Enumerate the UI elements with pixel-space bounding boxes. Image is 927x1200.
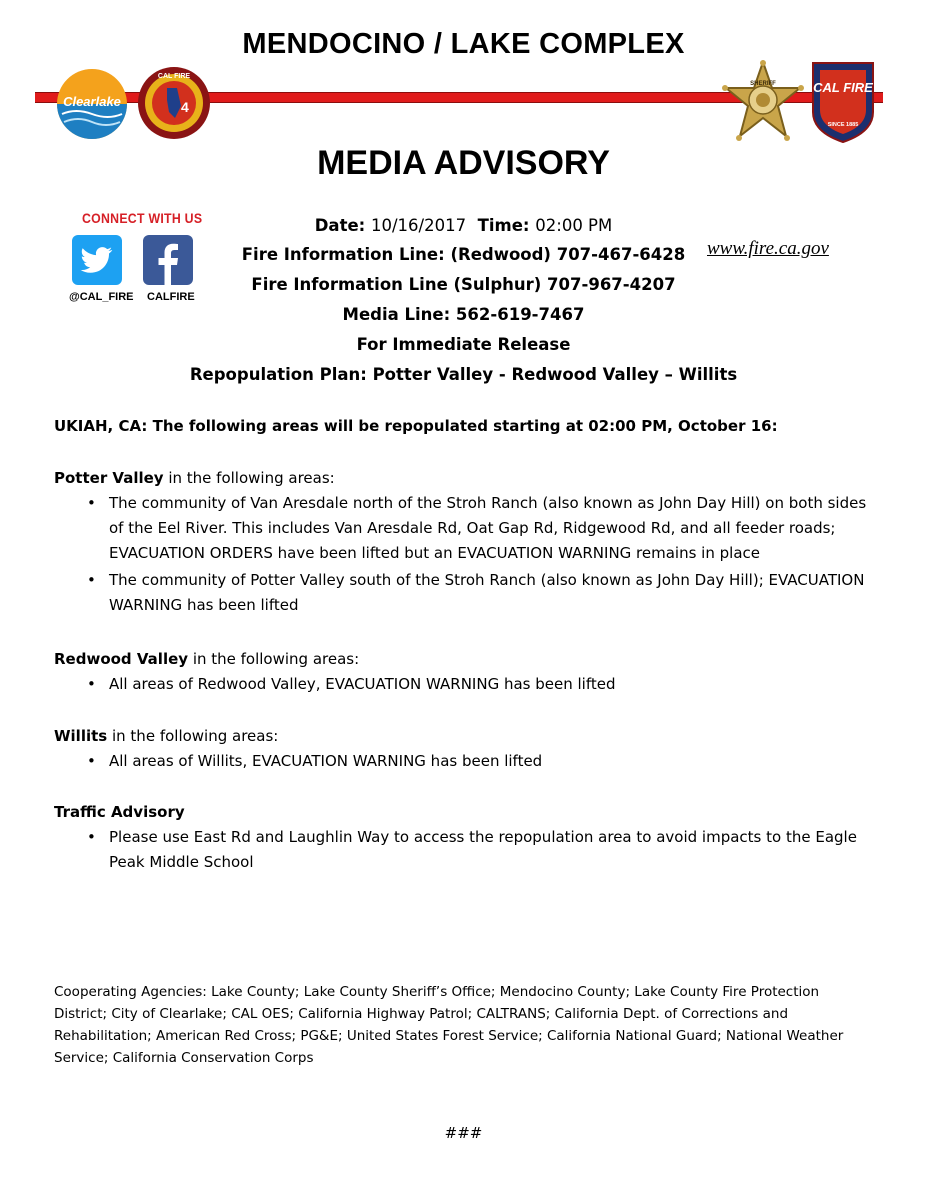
facebook-handle[interactable]: CALFIRE <box>147 291 195 303</box>
section-name: Willits <box>54 727 108 745</box>
lead-text: : The following areas will be repopulated starting at 02:00 PM, October 16: <box>141 417 778 435</box>
calfire-shield <box>810 60 876 144</box>
sheriff-badge <box>722 60 804 144</box>
redwood-valley-list <box>84 672 874 697</box>
fire-info-line-redwood: Fire Information Line: (Redwood) 707-467-6428 <box>241 245 686 264</box>
section-name: Redwood Valley <box>54 650 189 668</box>
fire-info-line-sulphur: Fire Information Line (Sulphur) 707-967-4207 <box>251 275 676 294</box>
section-suffix: in the following areas: <box>163 469 335 487</box>
bullet: • <box>87 571 96 589</box>
twitter-handle[interactable]: @CAL_FIRE <box>69 291 134 303</box>
section-suffix: in the following areas: <box>188 650 360 668</box>
sheriff-badge-text: SHERIFF <box>750 81 776 87</box>
clearlake-logo-text: Clearlake <box>63 94 121 109</box>
list-item-text: The community of Van Aresdale north of the Stroh Ranch (also known as John Day Hill) on both sides of the Eel River. This includes Van Aresdale Rd, Oat Gap Rd, Ridgewood Rd, and all feeder roads; EVACUATION ORDERS have been lifted but an EVACUATION WARNING remains in place <box>109 494 867 562</box>
list-item <box>84 825 874 875</box>
list-item <box>84 672 874 697</box>
cooperating-agencies: Cooperating Agencies: Lake County; Lake County Sheriff’s Office; Mendocino County; Lake County Fire Protection District; City of Clearlake; CAL OES; California Highway Patrol; CALTRANS; California Dept. of Corrections and Rehabilitation; American Red Cross; PG&E; United States Forest Service; California National Guard; National Weather Service; California Conservation Corps <box>54 984 844 1066</box>
list-item <box>84 749 874 774</box>
list-item <box>84 568 874 618</box>
section-traffic-advisory <box>54 800 185 825</box>
website-link[interactable]: www.fire.ca.gov <box>707 238 829 259</box>
lead-location: UKIAH, CA <box>54 417 142 435</box>
lead-paragraph <box>54 414 874 439</box>
time-label: Time: <box>477 216 530 235</box>
section-name: Potter Valley <box>54 469 164 487</box>
calfire-unit-text: CAL FIRE <box>157 73 191 80</box>
section-name: Traffic Advisory <box>54 803 185 821</box>
section-potter-valley <box>54 466 335 491</box>
release-line: For Immediate Release <box>356 335 571 354</box>
calfire-shield-text: CAL FIRE <box>813 80 873 95</box>
list-item-text: All areas of Redwood Valley, EVACUATION WARNING has been lifted <box>109 675 616 693</box>
section-redwood-valley <box>54 647 359 672</box>
svg-text:4: 4 <box>181 99 189 115</box>
date-label: Date: <box>314 216 366 235</box>
bullet: • <box>87 675 96 693</box>
list-item-text: Please use East Rd and Laughlin Way to access the repopulation area to avoid impacts to the Eagle Peak Middle School <box>109 828 857 871</box>
traffic-advisory-list <box>84 825 874 875</box>
section-suffix: in the following areas: <box>107 727 279 745</box>
clearlake-logo <box>56 68 128 140</box>
willits-list <box>84 749 874 774</box>
calfire-shield-since: SINCE 1885 <box>827 122 859 128</box>
calfire-unit-patch <box>137 66 211 140</box>
date-time-line <box>0 216 927 235</box>
end-mark: ### <box>444 1124 483 1142</box>
section-willits <box>54 724 278 749</box>
repopulation-plan-title: Repopulation Plan: Potter Valley - Redwood Valley – Willits <box>189 365 738 384</box>
bullet: • <box>87 752 96 770</box>
time-value: 02:00 PM <box>535 216 613 235</box>
date-value: 10/16/2017 <box>371 216 467 235</box>
list-item-text: All areas of Willits, EVACUATION WARNING has been lifted <box>109 752 543 770</box>
bullet: • <box>87 494 96 512</box>
list-item-text: The community of Potter Valley south of the Stroh Ranch (also known as John Day Hill); EVACUATION WARNING has been lifted <box>109 571 865 614</box>
media-advisory-title: MEDIA ADVISORY <box>317 144 610 182</box>
media-line: Media Line: 562-619-7467 <box>342 305 585 324</box>
bullet: • <box>87 828 96 846</box>
connect-with-us-label: CONNECT WITH US <box>82 210 203 226</box>
header-title: MENDOCINO / LAKE COMPLEX <box>242 28 685 60</box>
potter-valley-list <box>84 491 874 618</box>
list-item <box>84 491 874 566</box>
